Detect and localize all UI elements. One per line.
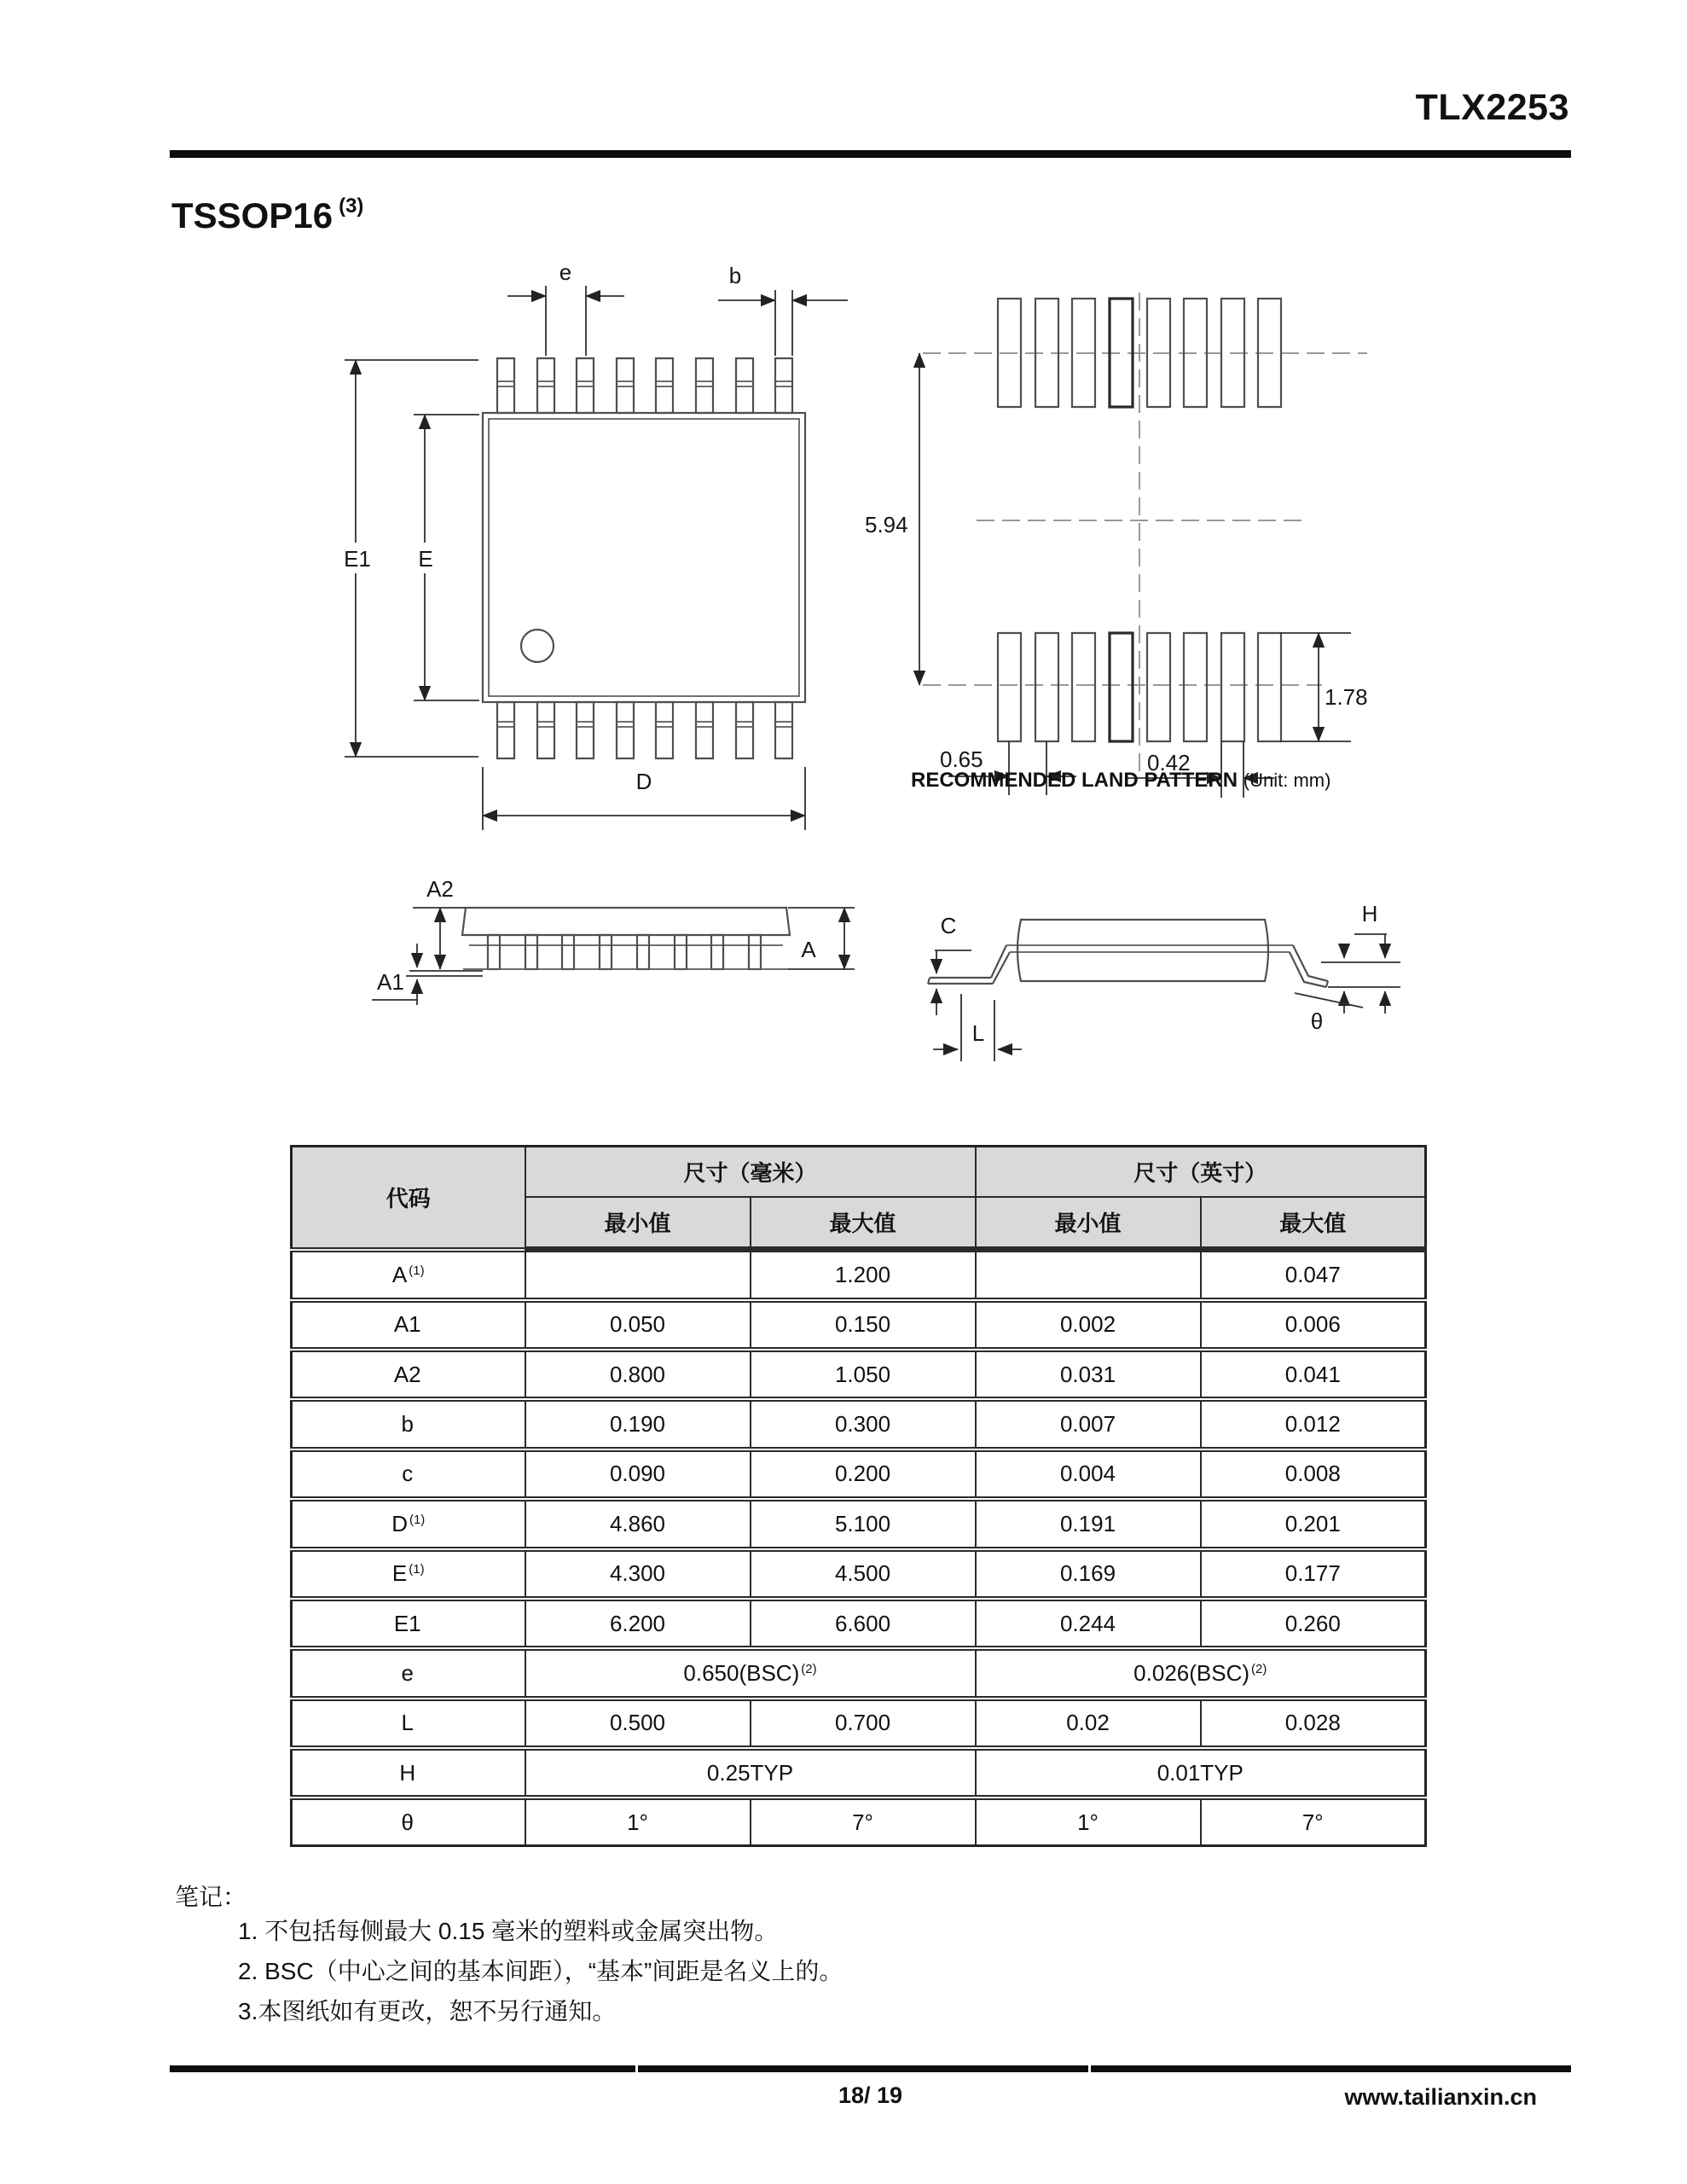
code-cell: θ <box>292 1798 525 1845</box>
dim-b <box>718 263 848 356</box>
side-view-drawing <box>367 870 878 1058</box>
dim-C <box>935 913 971 1015</box>
dimension-table <box>290 1145 1427 1847</box>
package-top-view-drawing <box>333 252 896 840</box>
profile-body <box>928 920 1328 987</box>
cell: 5.100 <box>751 1499 976 1548</box>
dim-label-H: H <box>1361 901 1378 926</box>
cell: 0.244 <box>976 1599 1201 1648</box>
code-cell: A1 <box>292 1300 525 1350</box>
cell: 0.090 <box>525 1449 751 1499</box>
note-item: 3.本图纸如有更改，恕不另行通知。 <box>238 1998 617 2024</box>
side-body <box>462 908 790 969</box>
dim-A <box>788 908 855 969</box>
cell: 4.860 <box>525 1499 751 1548</box>
footer-rule <box>170 2065 1571 2072</box>
dim-label-0.42: 0.42 <box>1147 750 1191 775</box>
col-header-mm: 尺寸（毫米） <box>525 1147 976 1198</box>
code-cell: b <box>292 1399 525 1449</box>
table-row <box>292 1300 1426 1350</box>
dim-label-b: b <box>728 263 742 288</box>
table-row <box>292 1250 1426 1300</box>
cell: 0.006 <box>1201 1300 1426 1350</box>
code-cell: e <box>292 1648 525 1698</box>
cell: 0.012 <box>1201 1399 1426 1449</box>
cell: 1° <box>525 1798 751 1845</box>
dim-theta <box>1295 993 1363 1034</box>
code-cell: E1 <box>292 1599 525 1648</box>
code-cell: L <box>292 1699 525 1748</box>
dim-label-D: D <box>635 769 652 794</box>
col-header-in-max: 最大值 <box>1201 1197 1426 1250</box>
cell: 0.169 <box>976 1549 1201 1599</box>
cell: 0.191 <box>976 1499 1201 1548</box>
document-title: TLX2253 <box>1415 87 1569 128</box>
dim-row-span <box>865 353 919 685</box>
cell-span: 0.01TYP <box>976 1748 1426 1798</box>
dim-label-A1: A1 <box>377 969 404 995</box>
cell: 1° <box>976 1798 1201 1845</box>
cell: 0.260 <box>1201 1599 1426 1648</box>
cell-span: 0.25TYP <box>525 1748 976 1798</box>
cell: 0.700 <box>751 1699 976 1748</box>
cell: 0.041 <box>1201 1350 1426 1399</box>
section-title <box>171 195 363 236</box>
footer-rule-gap <box>1088 2065 1091 2072</box>
cell: 0.004 <box>976 1449 1201 1499</box>
cell: 0.028 <box>1201 1699 1426 1748</box>
centerlines <box>923 293 1367 778</box>
cell: 0.007 <box>976 1399 1201 1449</box>
cell: 1.050 <box>751 1350 976 1399</box>
cell: 1.200 <box>751 1250 976 1300</box>
land-pattern-caption-text: RECOMMENDED LAND PATTERN <box>911 769 1238 792</box>
land-pattern-caption <box>911 769 1330 793</box>
package-name: TSSOP16 <box>171 195 333 235</box>
bottom-pins <box>497 702 792 758</box>
notes-heading: 笔记： <box>175 1884 247 1910</box>
package-body <box>483 413 805 702</box>
dim-label-E: E <box>418 546 433 572</box>
table-row <box>292 1599 1426 1648</box>
code-cell: c <box>292 1449 525 1499</box>
col-header-inch: 尺寸（英寸） <box>976 1147 1426 1198</box>
cell: 0.031 <box>976 1350 1201 1399</box>
cell: 0.201 <box>1201 1499 1426 1548</box>
col-header-in-min: 最小值 <box>976 1197 1201 1250</box>
cell: 0.800 <box>525 1350 751 1399</box>
cell: 0.500 <box>525 1699 751 1748</box>
cell: 4.500 <box>751 1549 976 1599</box>
page-number: 18/ 19 <box>838 2082 903 2108</box>
cell: 0.002 <box>976 1300 1201 1350</box>
cell: 0.177 <box>1201 1549 1426 1599</box>
notes-list <box>238 1911 843 2031</box>
table-row <box>292 1499 1426 1548</box>
col-header-mm-max: 最大值 <box>751 1197 976 1250</box>
dim-pad-height <box>1280 633 1388 741</box>
cell: 7° <box>751 1798 976 1845</box>
dim-D <box>483 767 805 830</box>
dim-e <box>507 259 624 356</box>
note-item: 1. 不包括每侧最大 0.15 毫米的塑料或金属突出物。 <box>238 1918 779 1944</box>
cell-span: 0.026(BSC) $^{(2)}$ <box>976 1648 1426 1698</box>
dim-label-1.78: 1.78 <box>1325 684 1368 710</box>
code-cell: D $^{(1)}$ <box>292 1499 525 1548</box>
col-header-mm-min: 最小值 <box>525 1197 751 1250</box>
cell <box>976 1250 1201 1300</box>
dim-A2 <box>413 876 466 969</box>
dim-label-0.65: 0.65 <box>940 746 983 772</box>
cell: 0.150 <box>751 1300 976 1350</box>
pin1-indicator <box>521 630 554 662</box>
dim-A1 <box>372 944 483 1005</box>
code-cell: H <box>292 1748 525 1798</box>
dim-label-5.94: 5.94 <box>865 512 908 537</box>
cell: 6.200 <box>525 1599 751 1648</box>
dim-label-L: L <box>971 1020 985 1046</box>
table-row <box>292 1648 1426 1698</box>
dim-label-A: A <box>801 937 816 962</box>
cell: 0.200 <box>751 1449 976 1499</box>
land-pattern-caption-unit: (Unit: mm) <box>1243 770 1331 791</box>
cell: 6.600 <box>751 1599 976 1648</box>
section-title-footnote: (3) <box>339 195 364 218</box>
footer-rule-gap <box>635 2065 638 2072</box>
header-rule <box>170 150 1571 158</box>
note-item: 2. BSC（中心之间的基本间距），“基本”间距是名义上的。 <box>238 1958 844 1984</box>
cell: 0.300 <box>751 1399 976 1449</box>
col-header-code: 代码 <box>292 1147 525 1250</box>
code-cell: A2 <box>292 1350 525 1399</box>
dim-label-C: C <box>940 913 957 938</box>
table-row <box>292 1350 1426 1399</box>
dim-label-theta: θ <box>1310 1008 1324 1034</box>
cell: 0.050 <box>525 1300 751 1350</box>
lead-profile-drawing <box>896 870 1441 1075</box>
dim-E <box>407 415 479 700</box>
cell <box>525 1250 751 1300</box>
cell-span: 0.650(BSC) $^{(2)}$ <box>525 1648 976 1698</box>
cell: 7° <box>1201 1798 1426 1845</box>
website-link: www.tailianxin.cn <box>1344 2084 1537 2110</box>
cell: 4.300 <box>525 1549 751 1599</box>
code-cell: A $^{(1)}$ <box>292 1250 525 1300</box>
table-row <box>292 1399 1426 1449</box>
code-cell: E $^{(1)}$ <box>292 1549 525 1599</box>
cell: 0.190 <box>525 1399 751 1449</box>
dim-L <box>933 994 1022 1061</box>
land-pattern-drawing <box>853 273 1407 802</box>
table-row <box>292 1549 1426 1599</box>
dim-H <box>1321 901 1400 1014</box>
table-row <box>292 1699 1426 1748</box>
cell: 0.047 <box>1201 1250 1426 1300</box>
table-group-header-row <box>292 1147 1426 1198</box>
dim-label-A2: A2 <box>426 876 454 902</box>
table-row <box>292 1748 1426 1798</box>
table-row <box>292 1449 1426 1499</box>
table-row <box>292 1798 1426 1845</box>
top-pins <box>497 358 792 413</box>
dim-label-E1: E1 <box>344 546 371 572</box>
cell: 0.008 <box>1201 1449 1426 1499</box>
cell: 0.02 <box>976 1699 1201 1748</box>
dim-label-e: e <box>559 259 572 285</box>
